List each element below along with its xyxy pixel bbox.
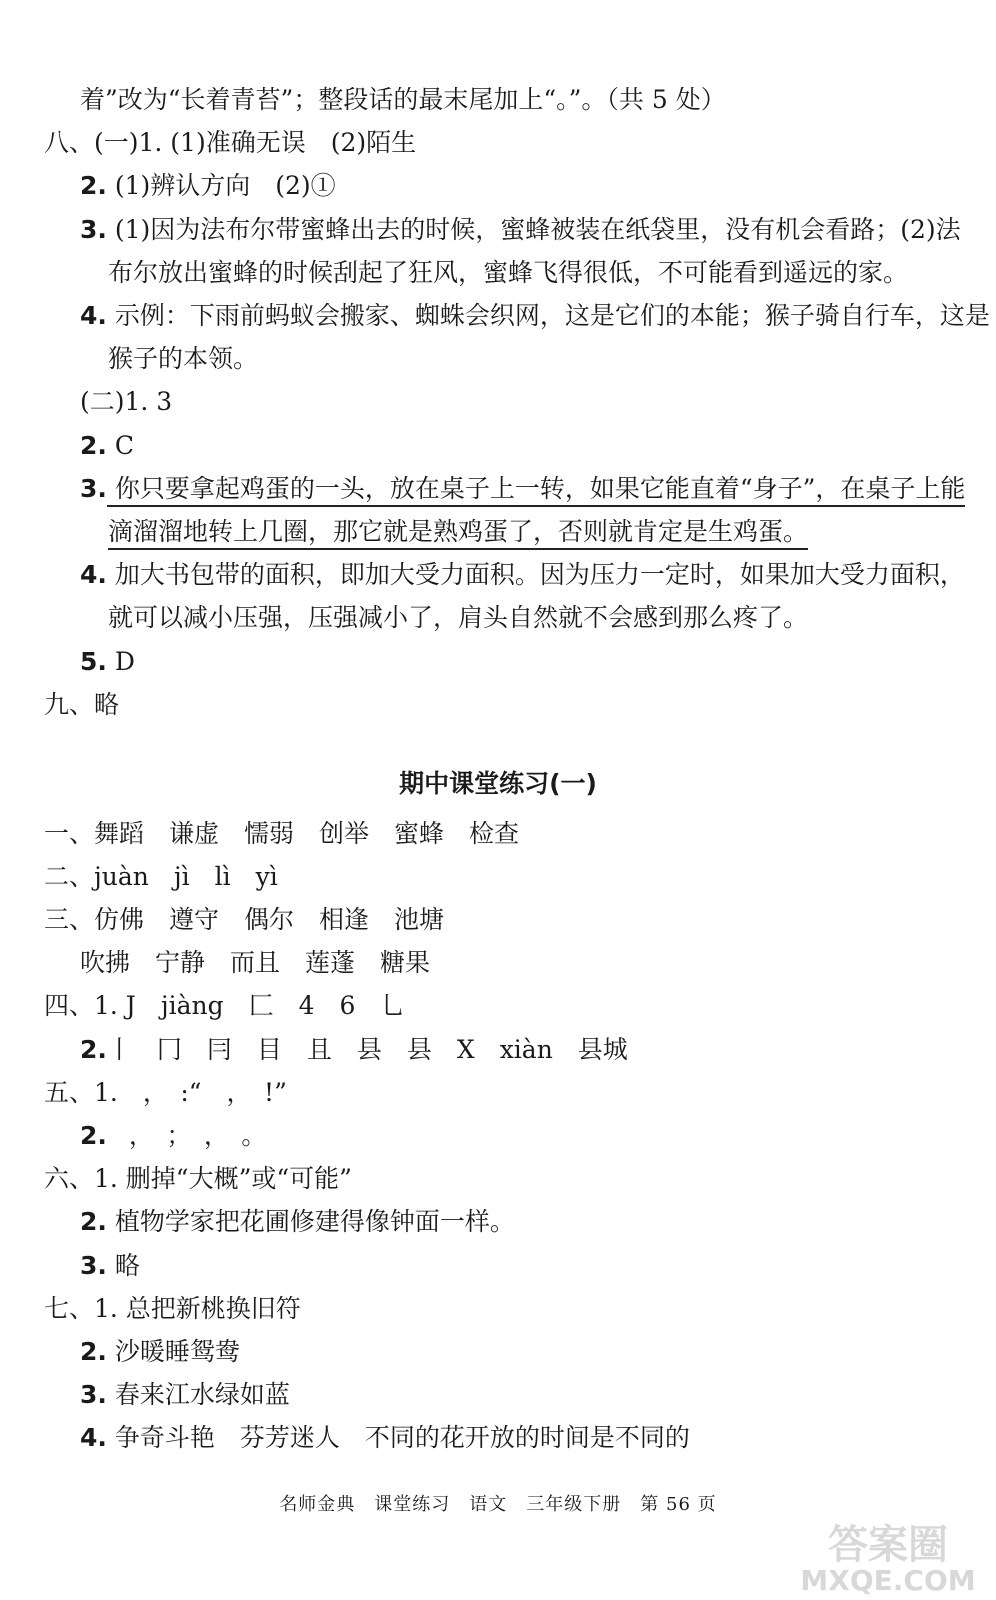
- watermark-text-bottom: MXQE.COM: [800, 1564, 976, 1596]
- item-text: (1)辨认方向 (2)①: [106, 171, 336, 200]
- item-text: 植物学家把花圃修建得像钟面一样。: [106, 1207, 515, 1236]
- item-number: 2.: [80, 431, 107, 460]
- item-number: 2.: [80, 1035, 107, 1064]
- item-number: 4.: [80, 560, 107, 589]
- item-text: 加大书包带的面积，即加大受力面积。因为压力一定时，如果加大受力面积，: [106, 560, 965, 589]
- item-number: 2.: [80, 1207, 107, 1236]
- item-number: 4.: [80, 301, 107, 330]
- text-line: [80, 1422, 690, 1454]
- item-number: 3.: [80, 215, 107, 244]
- item-number: 2.: [80, 1337, 107, 1366]
- watermark-logo: [798, 1512, 978, 1596]
- text-line: [80, 1120, 266, 1152]
- text-line: 三、仿佛 遵守 偶尔 相逢 池塘: [44, 905, 445, 934]
- text-line: [80, 1034, 628, 1066]
- item-number: 4.: [80, 1423, 107, 1452]
- item-text: 略: [106, 1251, 140, 1280]
- text-line: 六、1. 删掉“大概”或“可能”: [44, 1164, 352, 1193]
- item-text: C: [106, 431, 134, 460]
- text-line: 就可以减小压强，压强减小了，肩头自然就不会感到那么疼了。: [108, 603, 809, 632]
- item-text: 春来江水绿如蓝: [106, 1380, 290, 1409]
- item-text: 沙暖睡鸳鸯: [106, 1337, 240, 1366]
- text-line: [80, 170, 336, 202]
- text-line: [80, 646, 135, 678]
- item-text: 示例：下雨前蚂蚁会搬家、蜘蛛会织网，这是它们的本能；猴子骑自行车，这是: [106, 301, 990, 330]
- item-text: 丨 冂 冃 目 且 县 县 X xiàn 县城: [106, 1035, 628, 1064]
- text-line: [80, 430, 134, 462]
- item-number: 3.: [80, 474, 107, 503]
- item-number: 2.: [80, 171, 107, 200]
- item-text: (1)因为法布尔带蜜蜂出去的时候，蜜蜂被装在纸袋里，没有机会看路；(2)法: [106, 215, 961, 244]
- text-line: (二)1. 3: [80, 387, 173, 416]
- item-text: ， ； ， 。: [128, 1121, 267, 1150]
- text-line: 布尔放出蜜蜂的时候刮起了狂风，蜜蜂飞得很低，不可能看到遥远的家。: [108, 258, 909, 287]
- text-line: 九、略: [44, 690, 120, 719]
- text-line: [80, 1206, 515, 1238]
- underlined-answer: 你只要拿起鸡蛋的一头，放在桌子上一转，如果它能直着“身子”，在桌子上能: [107, 474, 966, 507]
- item-number: 5.: [80, 647, 107, 676]
- underlined-answer: 滴溜溜地转上几圈，那它就是熟鸡蛋了，否则就肯定是生鸡蛋。: [108, 517, 808, 550]
- item-text: D: [106, 647, 135, 676]
- item-number: 2.: [80, 1121, 107, 1150]
- text-line: [80, 1336, 240, 1368]
- text-line: 一、舞蹈 谦虚 懦弱 创举 蜜蜂 检查: [44, 819, 520, 848]
- text-line: 吹拂 宁静 而且 莲蓬 糖果: [80, 948, 431, 977]
- text-line: 着”改为“长着青苔”；整段话的最末尾加上“。”。（共 5 处）: [80, 85, 726, 114]
- text-line: [80, 1250, 140, 1282]
- text-line: 猴子的本领。: [108, 344, 259, 373]
- item-number: 3.: [80, 1251, 107, 1280]
- text-line: 五、1. ， :“ ， !”: [44, 1078, 287, 1107]
- section-title: 期中课堂练习(一): [399, 769, 597, 798]
- item-text: 争奇斗艳 芬芳迷人 不同的花开放的时间是不同的: [106, 1423, 690, 1452]
- text-line: 七、1. 总把新桃换旧符: [44, 1294, 301, 1323]
- text-line: [108, 516, 808, 548]
- text-line: [80, 559, 965, 591]
- watermark-text-top: 答案圈: [828, 1522, 948, 1568]
- text-line: 四、1. J jiàng 匚 4 6 乚: [44, 991, 406, 1020]
- item-number: 3.: [80, 1380, 107, 1409]
- text-line: [80, 1379, 290, 1411]
- page-footer: 名师金典 课堂练习 语文 三年级下册 第 56 页: [279, 1494, 717, 1515]
- text-line: [80, 214, 961, 246]
- text-line: [80, 300, 990, 332]
- text-line: 八、(一)1. (1)准确无误 (2)陌生: [44, 128, 417, 157]
- text-line: 二、juàn jì lì yì: [44, 862, 278, 891]
- text-line: [80, 473, 965, 505]
